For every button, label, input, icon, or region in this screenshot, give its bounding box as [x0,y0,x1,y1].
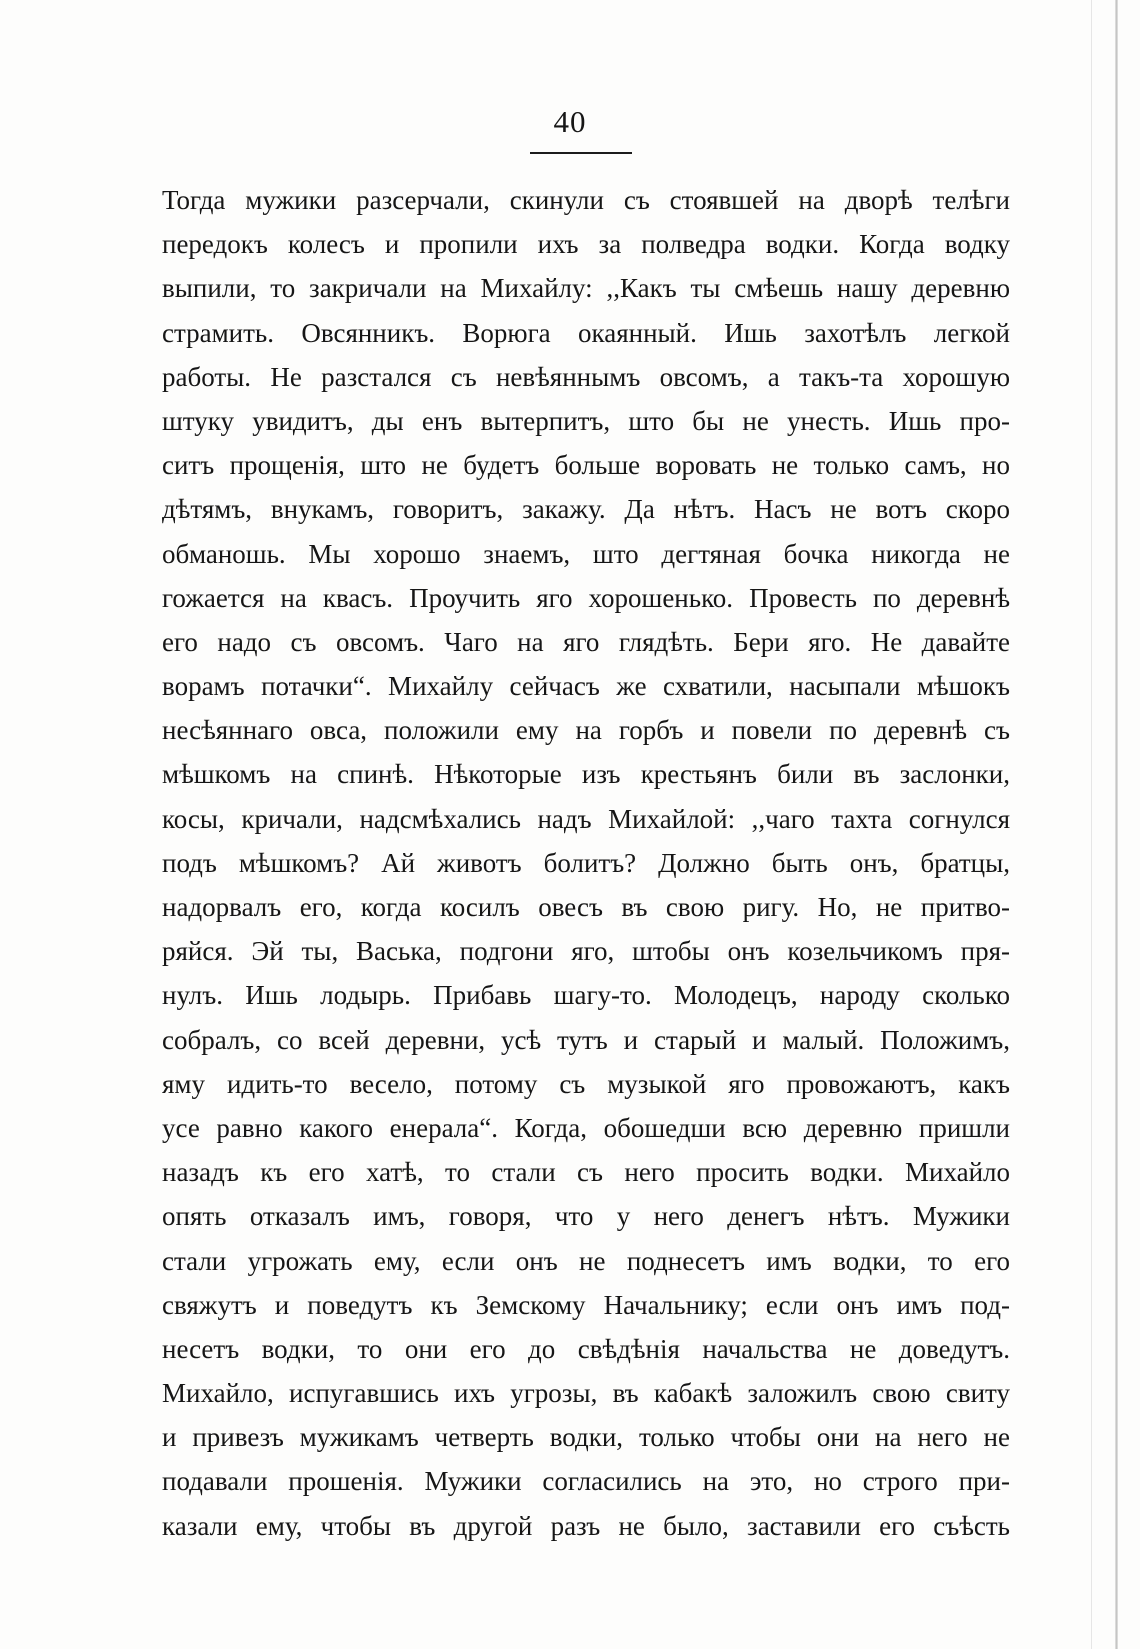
text-line: стали угрожать ему, если онъ не поднесетъ имъ водки, то его [162,1245,1010,1276]
page-number-rule [530,152,632,154]
text-line: усе равно какого енерала“. Когда, обошедши всю деревню пришли [162,1112,1010,1143]
text-line: Тогда мужики разсерчали, скинули съ стоявшей на дворѣ телѣги [162,185,1010,215]
text-line: свяжутъ и поведутъ къ Земскому Начальнику; если онъ имъ под- [162,1289,1010,1320]
text-line: гожается на квасъ. Проучить яго хорошенько. Провесть по деревнѣ [162,582,1010,613]
text-line: штуку увидитъ, ды енъ вытерпитъ, што бы не унесть. Ишь про- [162,405,1010,436]
text-line: дѣтямъ, внукамъ, говоритъ, закажу. Да нѣтъ. Насъ не вотъ скоро [162,494,1010,525]
text-line: выпили, то закричали на Михайлу: ,,Какъ ты смѣешь нашу деревню [162,273,1010,304]
text-line: передокъ колесъ и пропили ихъ за полведра водки. Когда водку [162,229,1010,260]
text-line: ворамъ потачки“. Михайлу сейчасъ же схватили, насыпали мѣшокъ [162,671,1010,702]
text-line: назадъ къ его хатѣ, то стали съ него просить водки. Михайло [162,1157,1010,1188]
text-line: обманошь. Мы хорошо знаемъ, што дегтяная бочка никогда не [162,538,1010,569]
text-line: Михайло, испугавшись ихъ угрозы, въ кабакѣ заложилъ свою свиту [162,1378,1010,1409]
text-line: страмить. Овсянникъ. Ворюга окаянный. Ишь захотѣлъ легкой [162,317,1010,348]
scan-page-edge [1115,0,1118,1649]
text-line: несѣяннаго овса, положили ему на горбъ и повели по деревнѣ съ [162,715,1010,746]
text-line: ситъ прощенія, што не будетъ больше воровать не только самъ, но [162,450,1010,481]
text-line: собралъ, со всей деревни, усѣ тутъ и старый и малый. Положимъ, [162,1024,1010,1055]
text-line: подъ мѣшкомъ? Ай животъ болитъ? Должно быть онъ, братцы, [162,847,1010,878]
text-line: казали ему, чтобы въ другой разъ не было, заставили его съѣсть [162,1510,1010,1541]
text-line: и привезъ мужикамъ четверть водки, только чтобы они на него не [162,1422,1010,1453]
text-line: яму идить-то весело, потому съ музыкой яго провожаютъ, какъ [162,1068,1010,1099]
text-line: подавали прошенія. Мужики согласились на это, но строго при- [162,1466,1010,1497]
text-line: мѣшкомъ на спинѣ. Нѣкоторые изъ крестьянъ били въ заслонки, [162,759,1010,790]
text-line: опять отказалъ имъ, говоря, что у него денегъ нѣтъ. Мужики [162,1201,1010,1232]
scan-shadow-inner [1091,0,1092,1649]
text-line: надорвалъ его, когда косилъ овесъ въ свою ригу. Но, не притво- [162,892,1010,922]
text-line: нулъ. Ишь лодырь. Прибавь шагу-то. Молодецъ, народу сколько [162,980,1010,1011]
body-text [162,178,1010,1548]
page-number: 40 [553,104,587,139]
text-line: работы. Не разстался съ невѣяннымъ овсомъ, а такъ-та хорошую [162,361,1010,392]
text-line: его надо съ овсомъ. Чаго на яго глядѣть. Бери яго. Не давайте [162,626,1010,657]
text-line: несетъ водки, то они его до свѣдѣнія начальства не доведутъ. [162,1333,1010,1364]
text-line: косы, кричали, надсмѣхались надъ Михайлой: ,,чаго тахта согнулся [162,803,1010,834]
text-line: ряйся. Эй ты, Васька, подгони яго, штобы онъ козельчикомъ пря- [162,936,1010,967]
